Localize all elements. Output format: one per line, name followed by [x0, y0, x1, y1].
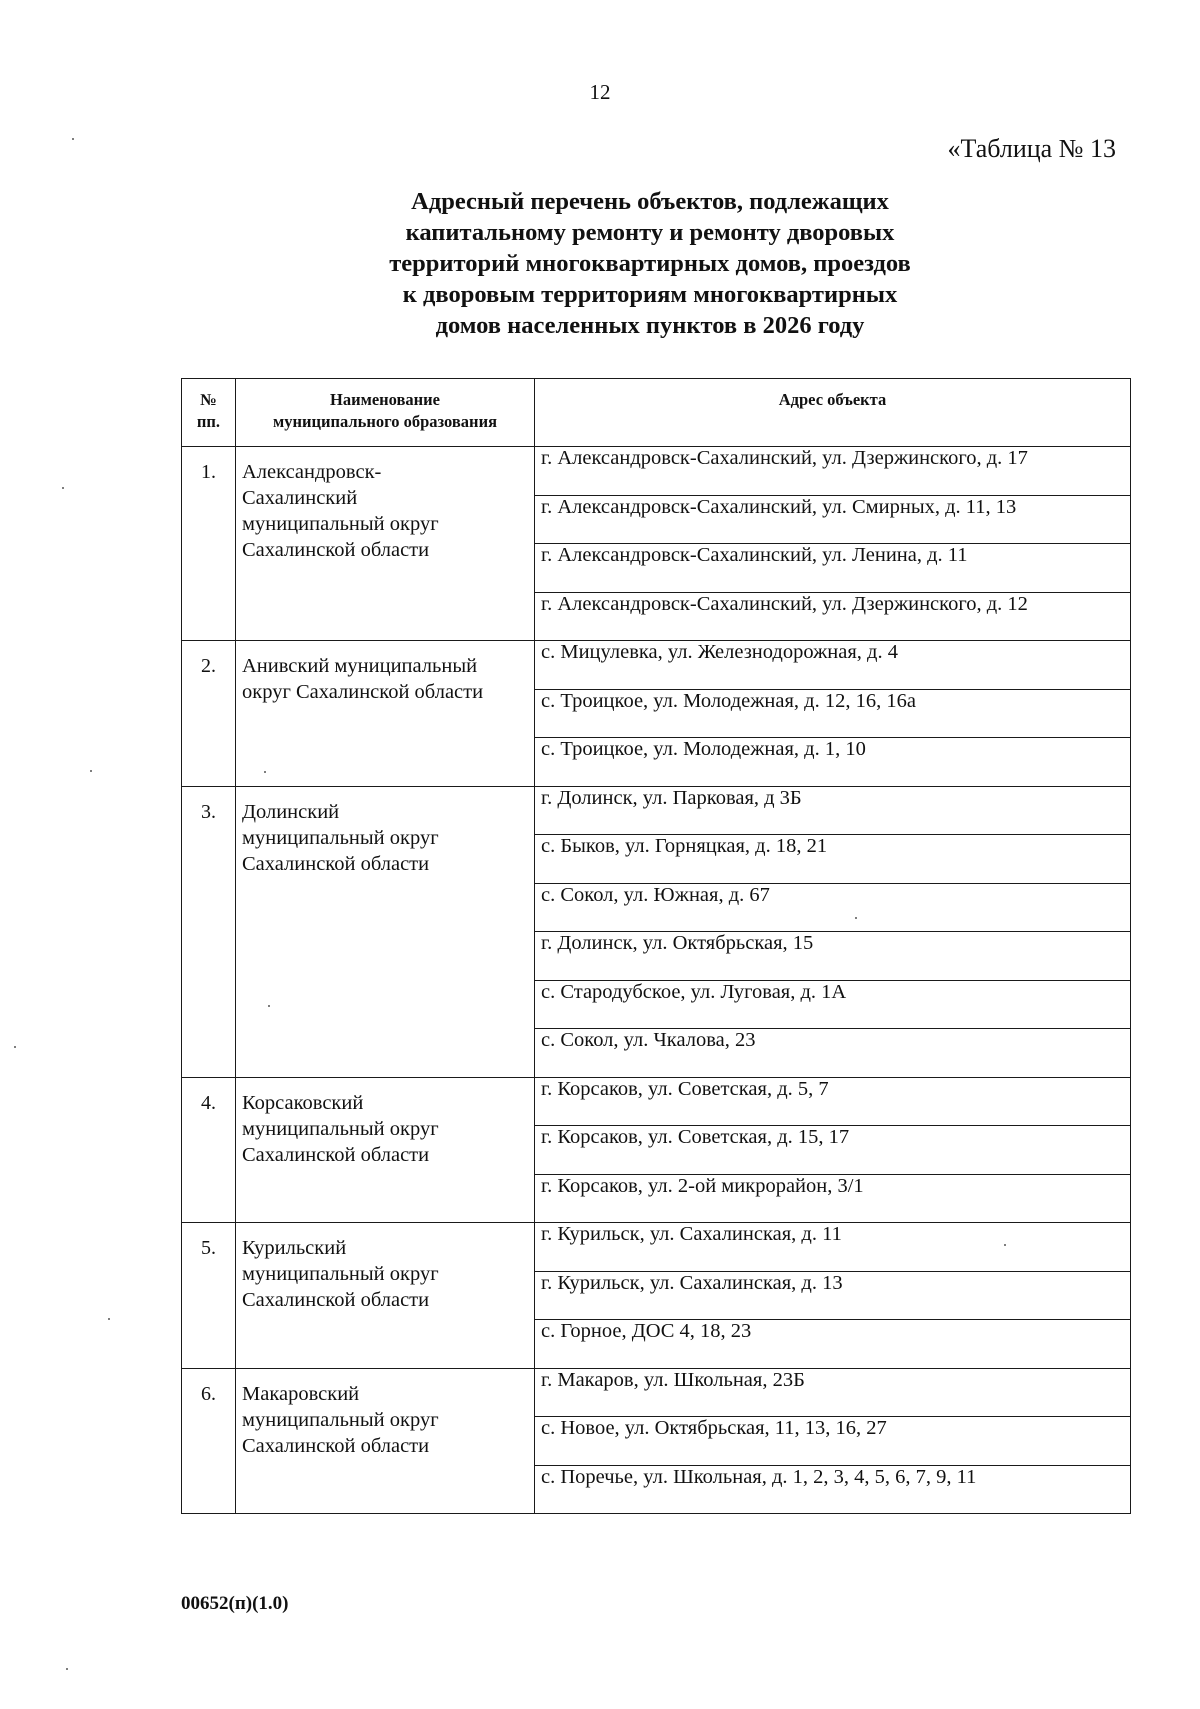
address-cell: г. Александровск-Сахалинский, ул. Дзержинского, д. 12: [535, 592, 1131, 641]
municipality-line: муниципальный округ: [242, 513, 439, 535]
municipality-name: [236, 641, 535, 787]
municipality-line: Сахалинской области: [242, 1143, 430, 1166]
municipality-line: муниципальный округ: [242, 826, 439, 849]
title-line: к дворовым территориям многоквартирных: [402, 281, 898, 308]
address-table: [181, 378, 1131, 1514]
address-cell: г. Корсаков, ул. 2-ой микрорайон, 3/1: [535, 1174, 1131, 1223]
municipality-line: Корсаковский: [242, 1091, 364, 1114]
municipality-line: муниципальный округ: [242, 1263, 439, 1285]
header-municipality-line2: муниципального образования: [272, 412, 497, 431]
address-cell: г. Курильск, ул. Сахалинская, д. 11: [535, 1223, 1131, 1272]
municipality-line: Макаровский: [242, 1382, 360, 1405]
address-cell: с. Мицулевка, ул. Железнодорожная, д. 4: [535, 641, 1131, 690]
address-cell: с. Горное, ДОС 4, 18, 23: [535, 1320, 1131, 1369]
municipality-line: Курильский: [242, 1237, 347, 1259]
municipality-line: Сахалинской области: [242, 852, 430, 875]
municipality-name: [236, 1368, 535, 1514]
address-cell: г. Корсаков, ул. Советская, д. 15, 17: [535, 1126, 1131, 1175]
row-number: 3.: [182, 786, 236, 1077]
address-cell: г. Макаров, ул. Школьная, 23Б: [535, 1368, 1131, 1417]
table-row: [182, 1077, 1131, 1126]
address-cell: с. Быков, ул. Горняцкая, д. 18, 21: [535, 835, 1131, 884]
address-cell: с. Стародубское, ул. Луговая, д. 1А: [535, 980, 1131, 1029]
title-line: территорий многоквартирных домов, проездов: [389, 250, 911, 277]
title-line: Адресный перечень объектов, подлежащих: [411, 188, 889, 215]
header-number-line2: пп.: [196, 412, 221, 431]
page-number: 12: [589, 80, 611, 104]
row-number: 4.: [182, 1077, 236, 1223]
table-row: [182, 1368, 1131, 1417]
title-line: домов населенных пунктов в 2026 году: [435, 312, 865, 339]
row-number: 2.: [182, 641, 236, 787]
table-header-row: [182, 379, 1131, 447]
table-row: [182, 1223, 1131, 1272]
row-number: 1.: [182, 447, 236, 641]
municipality-line: округ Сахалинской области: [242, 681, 484, 703]
address-cell: с. Сокол, ул. Южная, д. 67: [535, 883, 1131, 932]
municipality-name: [236, 786, 535, 1077]
address-cell: г. Курильск, ул. Сахалинская, д. 13: [535, 1271, 1131, 1320]
address-cell: г. Долинск, ул. Октябрьская, 15: [535, 932, 1131, 981]
header-municipality-line1: Наименование: [330, 390, 440, 409]
document-title: [250, 186, 1050, 341]
header-municipality: [236, 379, 535, 447]
address-cell: г. Александровск-Сахалинский, ул. Дзержинского, д. 17: [535, 447, 1131, 496]
municipality-line: Сахалинской области: [242, 1434, 430, 1457]
municipality-name: [236, 447, 535, 641]
municipality-line: Александровск-: [242, 461, 382, 483]
table-body: [182, 447, 1131, 1514]
header-address-label: Адрес объекта: [778, 390, 887, 409]
document-code: 00652(п)(1.0): [181, 1593, 289, 1614]
table-row: [182, 447, 1131, 496]
row-number: 5.: [182, 1223, 236, 1369]
municipality-name: [236, 1223, 535, 1369]
header-address: [535, 379, 1131, 447]
municipality-name: [236, 1077, 535, 1223]
table-row: [182, 641, 1131, 690]
municipality-line: Сахалинский: [242, 487, 358, 509]
row-number: 6.: [182, 1368, 236, 1514]
title-line: капитальному ремонту и ремонту дворовых: [405, 219, 895, 246]
municipality-line: Сахалинской области: [242, 1289, 430, 1311]
municipality-line: Сахалинской области: [242, 539, 430, 561]
address-cell: г. Корсаков, ул. Советская, д. 5, 7: [535, 1077, 1131, 1126]
table-label: «Таблица № 13: [947, 134, 1116, 163]
header-number: [182, 379, 236, 447]
address-cell: с. Новое, ул. Октябрьская, 11, 13, 16, 27: [535, 1417, 1131, 1466]
address-cell: г. Александровск-Сахалинский, ул. Смирных, д. 11, 13: [535, 495, 1131, 544]
municipality-line: муниципальный округ: [242, 1117, 439, 1140]
header-number-line1: №: [200, 390, 217, 409]
municipality-line: Анивский муниципальный: [242, 655, 478, 677]
address-cell: с. Троицкое, ул. Молодежная, д. 12, 16, 16а: [535, 689, 1131, 738]
table-row: [182, 786, 1131, 835]
address-cell: г. Александровск-Сахалинский, ул. Ленина, д. 11: [535, 544, 1131, 593]
address-cell: с. Сокол, ул. Чкалова, 23: [535, 1029, 1131, 1078]
municipality-line: Долинский: [242, 800, 340, 823]
municipality-line: муниципальный округ: [242, 1408, 439, 1431]
address-cell: с. Троицкое, ул. Молодежная, д. 1, 10: [535, 738, 1131, 787]
address-cell: с. Поречье, ул. Школьная, д. 1, 2, 3, 4, 5, 6, 7, 9, 11: [535, 1465, 1131, 1514]
address-cell: г. Долинск, ул. Парковая, д 3Б: [535, 786, 1131, 835]
